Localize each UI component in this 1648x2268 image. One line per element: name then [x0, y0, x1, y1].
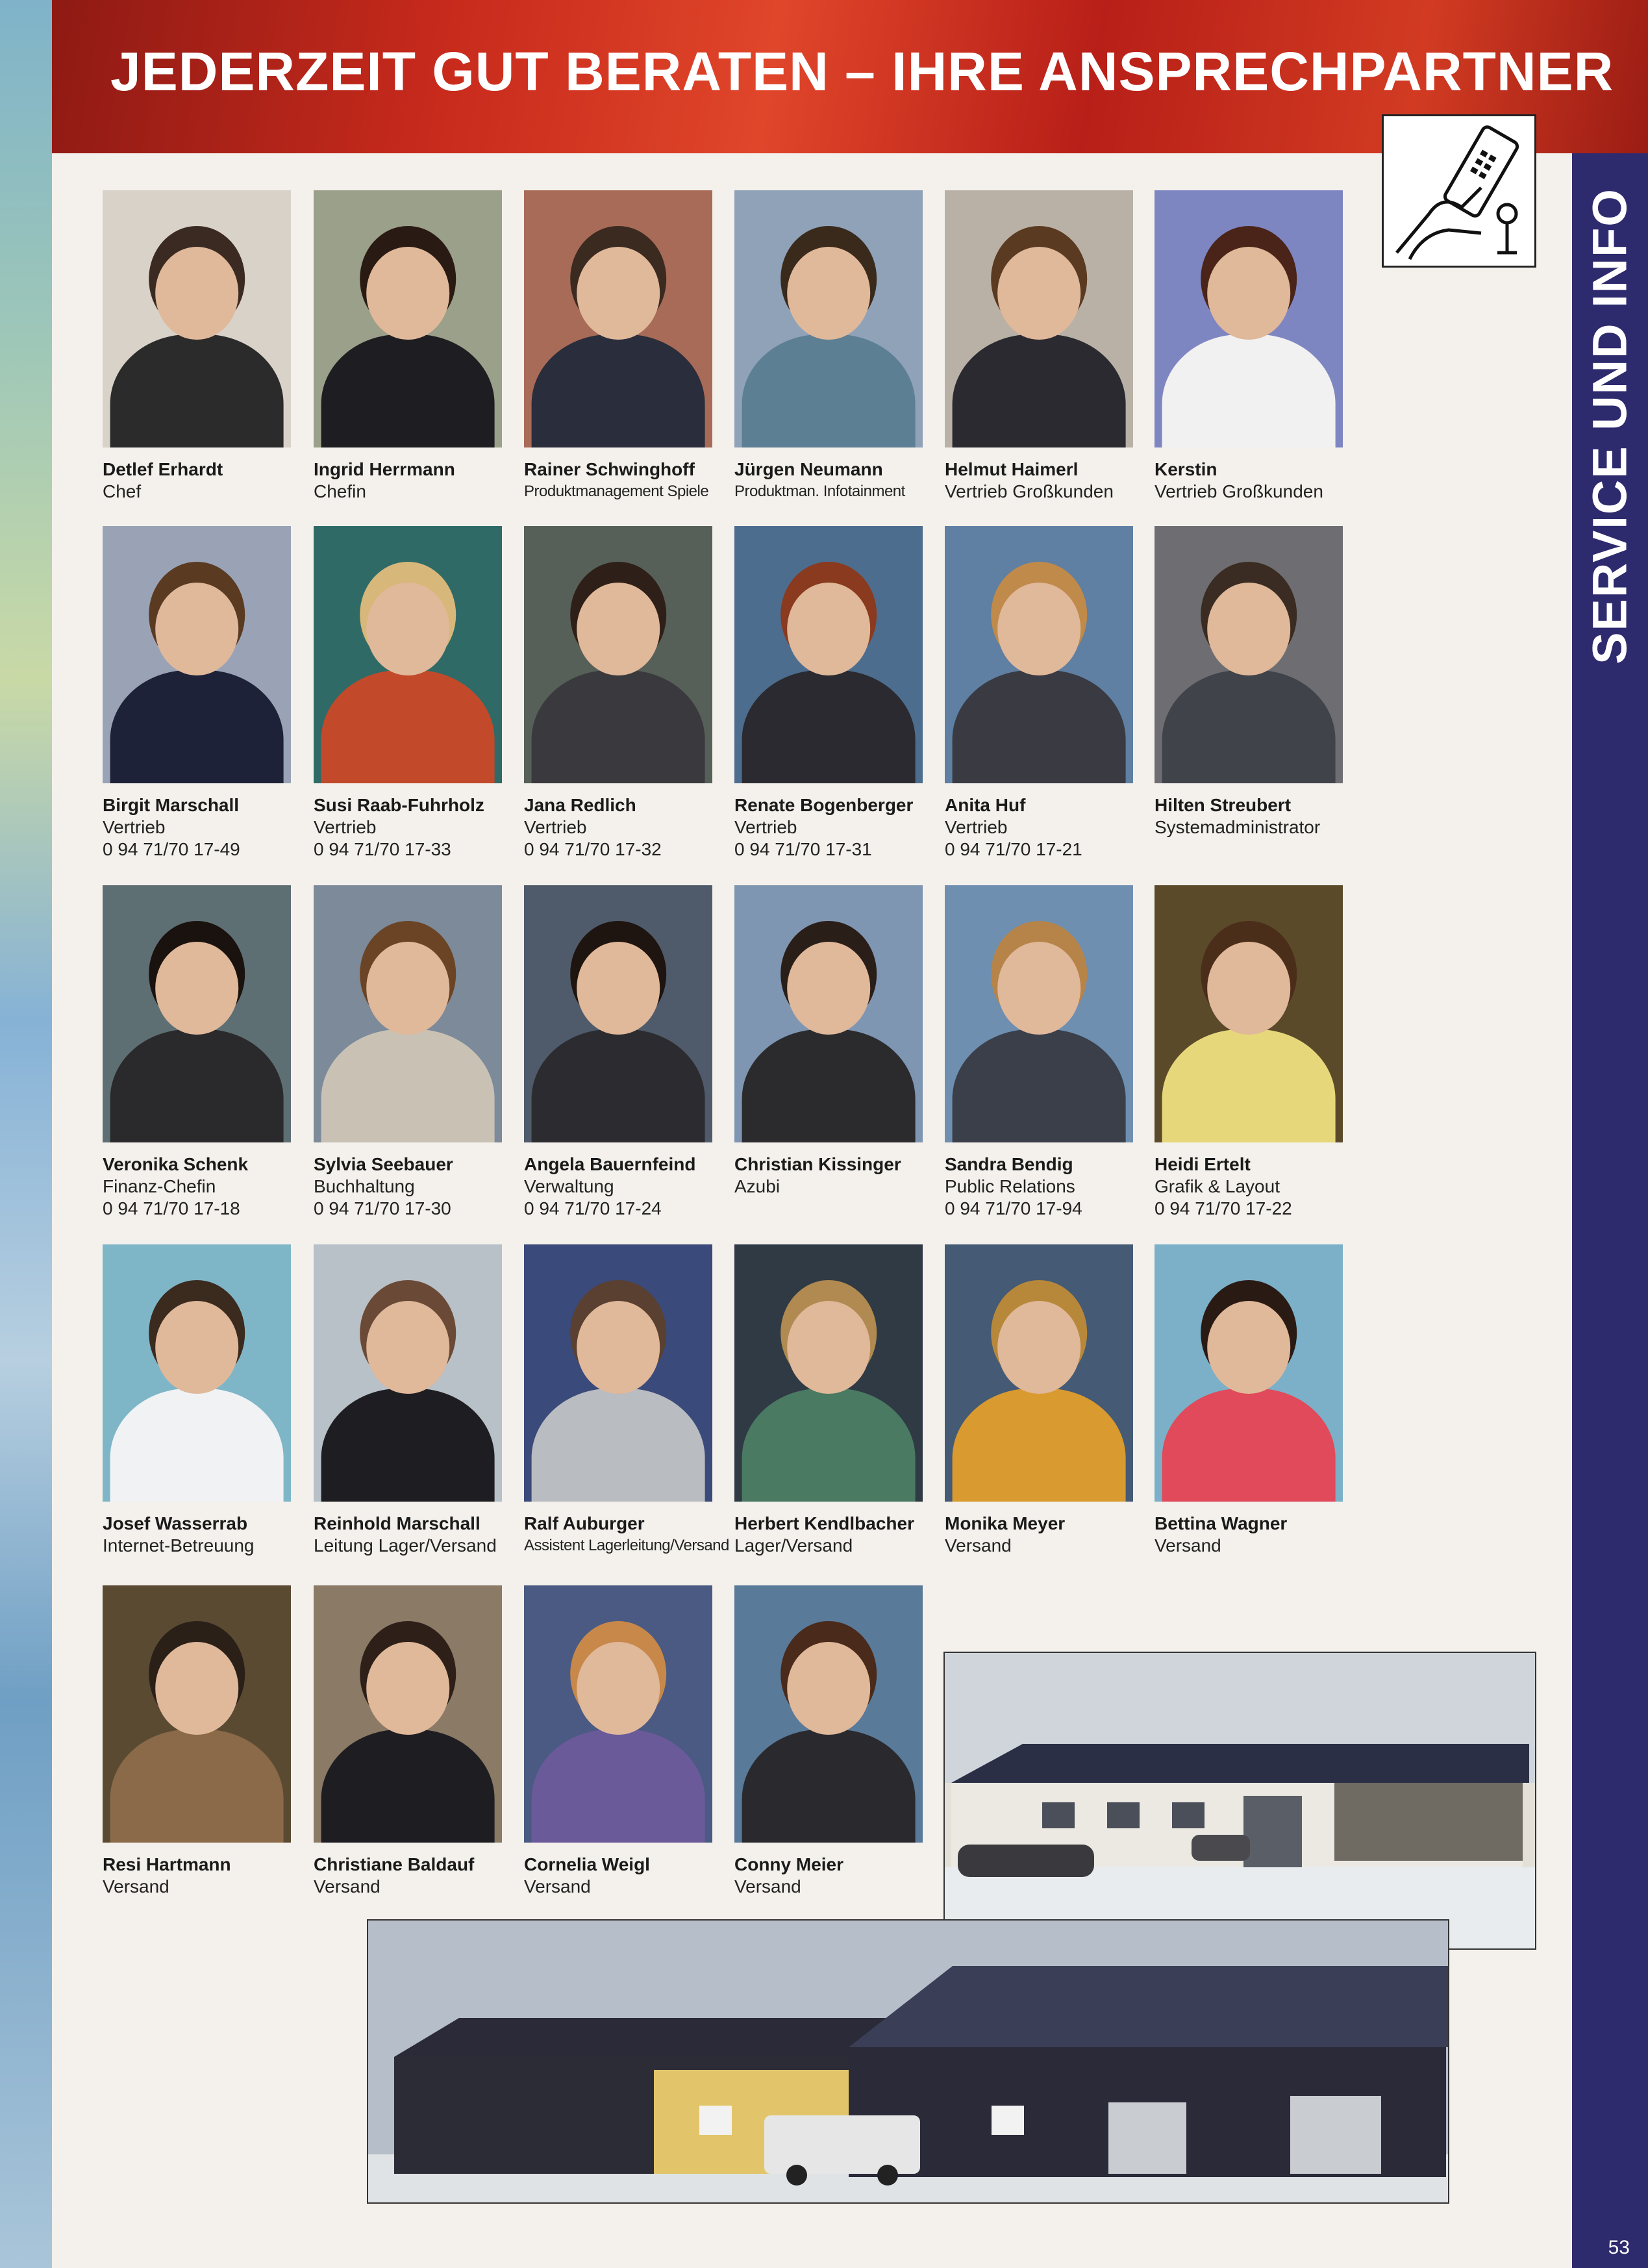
- staff-role: Buchhaltung: [314, 1176, 415, 1196]
- staff-name: Heidi Ertelt: [1155, 1154, 1251, 1174]
- page-title: JEDERZEIT GUT BERATEN – IHRE ANSPRECHPARTNER: [110, 41, 1614, 102]
- staff-info: [524, 1513, 732, 1557]
- staff-name: Sandra Bendig: [945, 1154, 1073, 1174]
- staff-photo: [314, 526, 502, 783]
- staff-phone: 0 94 71/70 17-30: [314, 1198, 451, 1218]
- staff-role: Versand: [1155, 1535, 1221, 1556]
- staff-photo: [314, 1244, 502, 1502]
- staff-photo: [524, 1585, 712, 1843]
- staff-name: Herbert Kendlbacher: [734, 1513, 914, 1533]
- staff-name: Jürgen Neumann: [734, 459, 883, 479]
- hand-phone-icon: [1382, 114, 1536, 268]
- staff-info: [524, 459, 732, 503]
- staff-photo: [103, 885, 291, 1142]
- staff-photo: [314, 1585, 502, 1843]
- staff-info: [734, 794, 942, 861]
- staff-name: Susi Raab-Fuhrholz: [314, 795, 484, 815]
- staff-photo: [524, 1244, 712, 1502]
- staff-photo: [524, 190, 712, 447]
- staff-info: [103, 1854, 310, 1898]
- page-number: 53: [1608, 2237, 1630, 2258]
- staff-name: Reinhold Marschall: [314, 1513, 481, 1533]
- staff-info: [314, 1153, 521, 1220]
- staff-name: Ingrid Herrmann: [314, 459, 455, 479]
- staff-name: Rainer Schwinghoff: [524, 459, 695, 479]
- staff-role: Versand: [734, 1876, 801, 1896]
- staff-role: Versand: [524, 1876, 591, 1896]
- staff-role: Leitung Lager/Versand: [314, 1535, 497, 1556]
- staff-info: [103, 459, 310, 503]
- staff-phone: 0 94 71/70 17-33: [314, 839, 451, 859]
- staff-name: Christian Kissinger: [734, 1154, 901, 1174]
- staff-info: [734, 1854, 942, 1898]
- staff-name: Christiane Baldauf: [314, 1854, 475, 1874]
- page-number-tab: [1572, 2221, 1648, 2268]
- staff-name: Helmut Haimerl: [945, 459, 1079, 479]
- staff-info: [524, 1854, 732, 1898]
- staff-photo: [734, 1244, 923, 1502]
- building-photo-large: [367, 1919, 1449, 2204]
- staff-photo: [103, 1244, 291, 1502]
- staff-photo: [103, 190, 291, 447]
- staff-info: [1155, 1153, 1362, 1220]
- staff-photo: [945, 885, 1133, 1142]
- staff-info: [524, 1153, 732, 1220]
- staff-name: Kerstin: [1155, 459, 1217, 479]
- staff-role: Grafik & Layout: [1155, 1176, 1280, 1196]
- staff-name: Ralf Auburger: [524, 1513, 645, 1533]
- staff-photo: [314, 190, 502, 447]
- building-photo-small: [943, 1652, 1536, 1950]
- page-edge-strip: [0, 0, 52, 2268]
- staff-photo: [945, 1244, 1133, 1502]
- staff-photo: [103, 1585, 291, 1843]
- staff-phone: 0 94 71/70 17-49: [103, 839, 240, 859]
- staff-photo: [1155, 526, 1343, 783]
- staff-name: Bettina Wagner: [1155, 1513, 1288, 1533]
- staff-role: Public Relations: [945, 1176, 1075, 1196]
- staff-phone: 0 94 71/70 17-22: [1155, 1198, 1292, 1218]
- staff-role: Lager/Versand: [734, 1535, 853, 1556]
- staff-info: [945, 794, 1153, 861]
- staff-name: Josef Wasserrab: [103, 1513, 248, 1533]
- staff-photo: [734, 1585, 923, 1843]
- staff-phone: 0 94 71/70 17-32: [524, 839, 662, 859]
- staff-photo: [1155, 1244, 1343, 1502]
- staff-role: Systemadministrator: [1155, 817, 1321, 837]
- staff-info: [1155, 794, 1362, 838]
- staff-role: Chef: [103, 481, 142, 501]
- staff-role: Vertrieb: [314, 817, 377, 837]
- staff-role: Finanz-Chefin: [103, 1176, 216, 1196]
- staff-phone: 0 94 71/70 17-31: [734, 839, 872, 859]
- staff-role: Vertrieb: [945, 817, 1008, 837]
- staff-info: [314, 459, 521, 503]
- staff-name: Cornelia Weigl: [524, 1854, 650, 1874]
- staff-name: Detlef Erhardt: [103, 459, 223, 479]
- staff-photo: [524, 885, 712, 1142]
- staff-role: Chefin: [314, 481, 366, 501]
- staff-name: Jana Redlich: [524, 795, 636, 815]
- staff-photo: [103, 526, 291, 783]
- staff-role: Vertrieb: [734, 817, 797, 837]
- staff-name: Veronika Schenk: [103, 1154, 249, 1174]
- staff-role: Produktmanagement Spiele: [524, 483, 709, 500]
- staff-role: Internet-Betreuung: [103, 1535, 255, 1556]
- staff-role: Vertrieb: [524, 817, 587, 837]
- staff-photo: [524, 526, 712, 783]
- staff-photo: [734, 526, 923, 783]
- staff-info: [103, 1153, 310, 1220]
- staff-photo: [734, 885, 923, 1142]
- staff-info: [734, 1513, 942, 1557]
- section-label: [1572, 153, 1648, 699]
- staff-role: Versand: [314, 1876, 381, 1896]
- staff-info: [103, 1513, 310, 1557]
- staff-role: Verwaltung: [524, 1176, 614, 1196]
- staff-info: [314, 794, 521, 861]
- staff-info: [1155, 459, 1362, 503]
- staff-info: [945, 1513, 1153, 1557]
- staff-name: Anita Huf: [945, 795, 1026, 815]
- staff-info: [945, 1153, 1153, 1220]
- staff-phone: 0 94 71/70 17-24: [524, 1198, 662, 1218]
- staff-info: [524, 794, 732, 861]
- staff-name: Resi Hartmann: [103, 1854, 231, 1874]
- staff-name: Conny Meier: [734, 1854, 844, 1874]
- staff-photo: [1155, 190, 1343, 447]
- staff-info: [734, 459, 942, 503]
- staff-role: Vertrieb Großkunden: [945, 481, 1114, 501]
- staff-name: Renate Bogenberger: [734, 795, 914, 815]
- staff-role: Versand: [103, 1876, 169, 1896]
- staff-name: Angela Bauernfeind: [524, 1154, 696, 1174]
- staff-info: [103, 794, 310, 861]
- staff-photo: [945, 190, 1133, 447]
- staff-info: [945, 459, 1153, 503]
- staff-role: Versand: [945, 1535, 1012, 1556]
- staff-role: Assistent Lagerleitung/Versand: [524, 1537, 729, 1554]
- staff-role: Vertrieb Großkunden: [1155, 481, 1323, 501]
- staff-info: [314, 1854, 521, 1898]
- staff-photo: [945, 526, 1133, 783]
- section-label-text: SERVICE UND INFO: [1582, 188, 1637, 664]
- staff-photo: [314, 885, 502, 1142]
- staff-role: Azubi: [734, 1176, 780, 1196]
- staff-role: Produktman. Infotainment: [734, 483, 905, 500]
- staff-role: Vertrieb: [103, 817, 166, 837]
- staff-info: [1155, 1513, 1362, 1557]
- staff-name: Monika Meyer: [945, 1513, 1066, 1533]
- staff-phone: 0 94 71/70 17-94: [945, 1198, 1082, 1218]
- staff-name: Hilten Streubert: [1155, 795, 1292, 815]
- staff-photo: [734, 190, 923, 447]
- staff-info: [314, 1513, 521, 1557]
- staff-name: Birgit Marschall: [103, 795, 240, 815]
- staff-photo: [1155, 885, 1343, 1142]
- staff-name: Sylvia Seebauer: [314, 1154, 453, 1174]
- staff-phone: 0 94 71/70 17-21: [945, 839, 1082, 859]
- staff-info: [734, 1153, 942, 1198]
- staff-phone: 0 94 71/70 17-18: [103, 1198, 240, 1218]
